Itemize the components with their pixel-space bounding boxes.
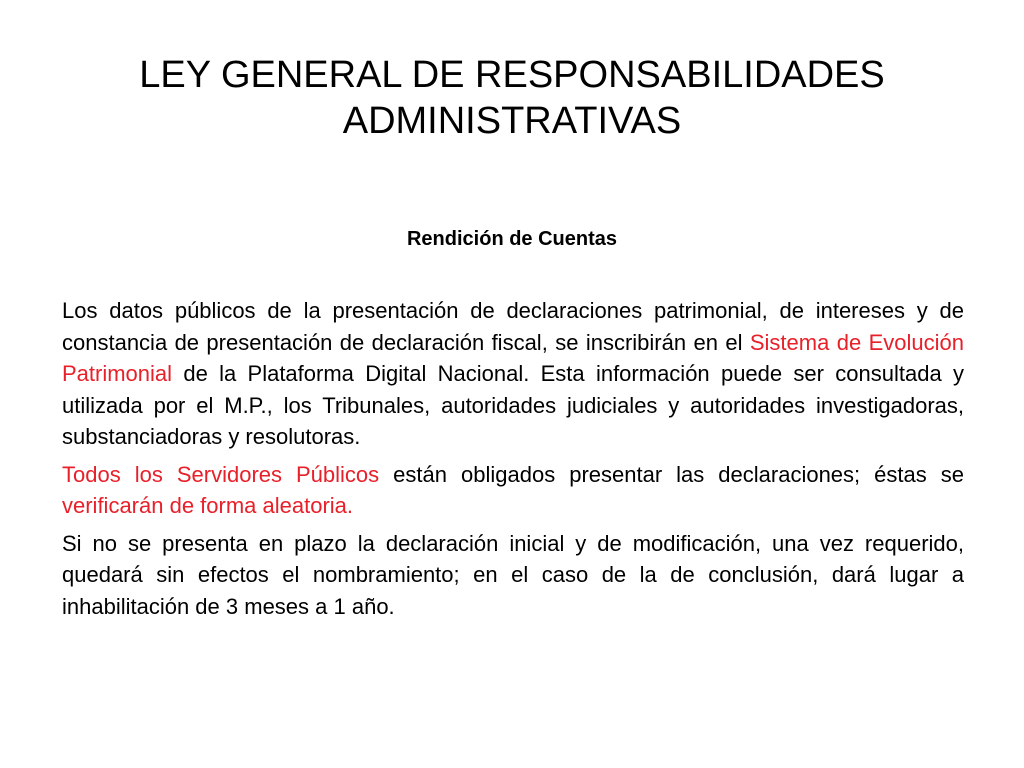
paragraph-2-text: están obligados presentar las declaraciones; éstas se <box>379 461 964 487</box>
slide-title <box>60 52 964 144</box>
paragraph-3 <box>62 528 964 623</box>
paragraph-1-text-b: de la Plataforma Digital Nacional. Esta información puede ser consultada y utilizada por el M.P., los Tribunales, autoridades judiciales y autoridades investigadoras, substanciadoras y resolutoras. <box>62 361 964 449</box>
section-subtitle: Rendición de Cuentas <box>406 228 618 250</box>
paragraph-2 <box>62 459 964 522</box>
paragraph-2-highlight-b: verificarán de forma aleatoria. <box>62 493 354 518</box>
paragraph-1-highlight: Sistema de Evolución Patrimonial <box>62 329 964 386</box>
paragraph-3-text: Si no se presenta en plazo la declaración inicial y de modificación, una vez requerido, quedará sin efectos el nombramiento; en el caso de la de conclusión, dará lugar a inhabilitación de 3 meses a 1 año. <box>62 530 964 619</box>
slide-title-line-1: LEY GENERAL DE RESPONSABILIDADES <box>139 54 885 96</box>
paragraph-2-highlight-a: Todos los Servidores Públicos <box>62 461 380 487</box>
paragraph-1 <box>62 295 964 453</box>
slide-body <box>62 295 964 628</box>
slide-title-line-2: ADMINISTRATIVAS <box>342 100 682 142</box>
paragraph-1-text-a: Los datos públicos de la presentación de declaraciones patrimonial, de intereses y de constancia de presentación de declaración fiscal, se inscribirán en el <box>62 298 964 355</box>
